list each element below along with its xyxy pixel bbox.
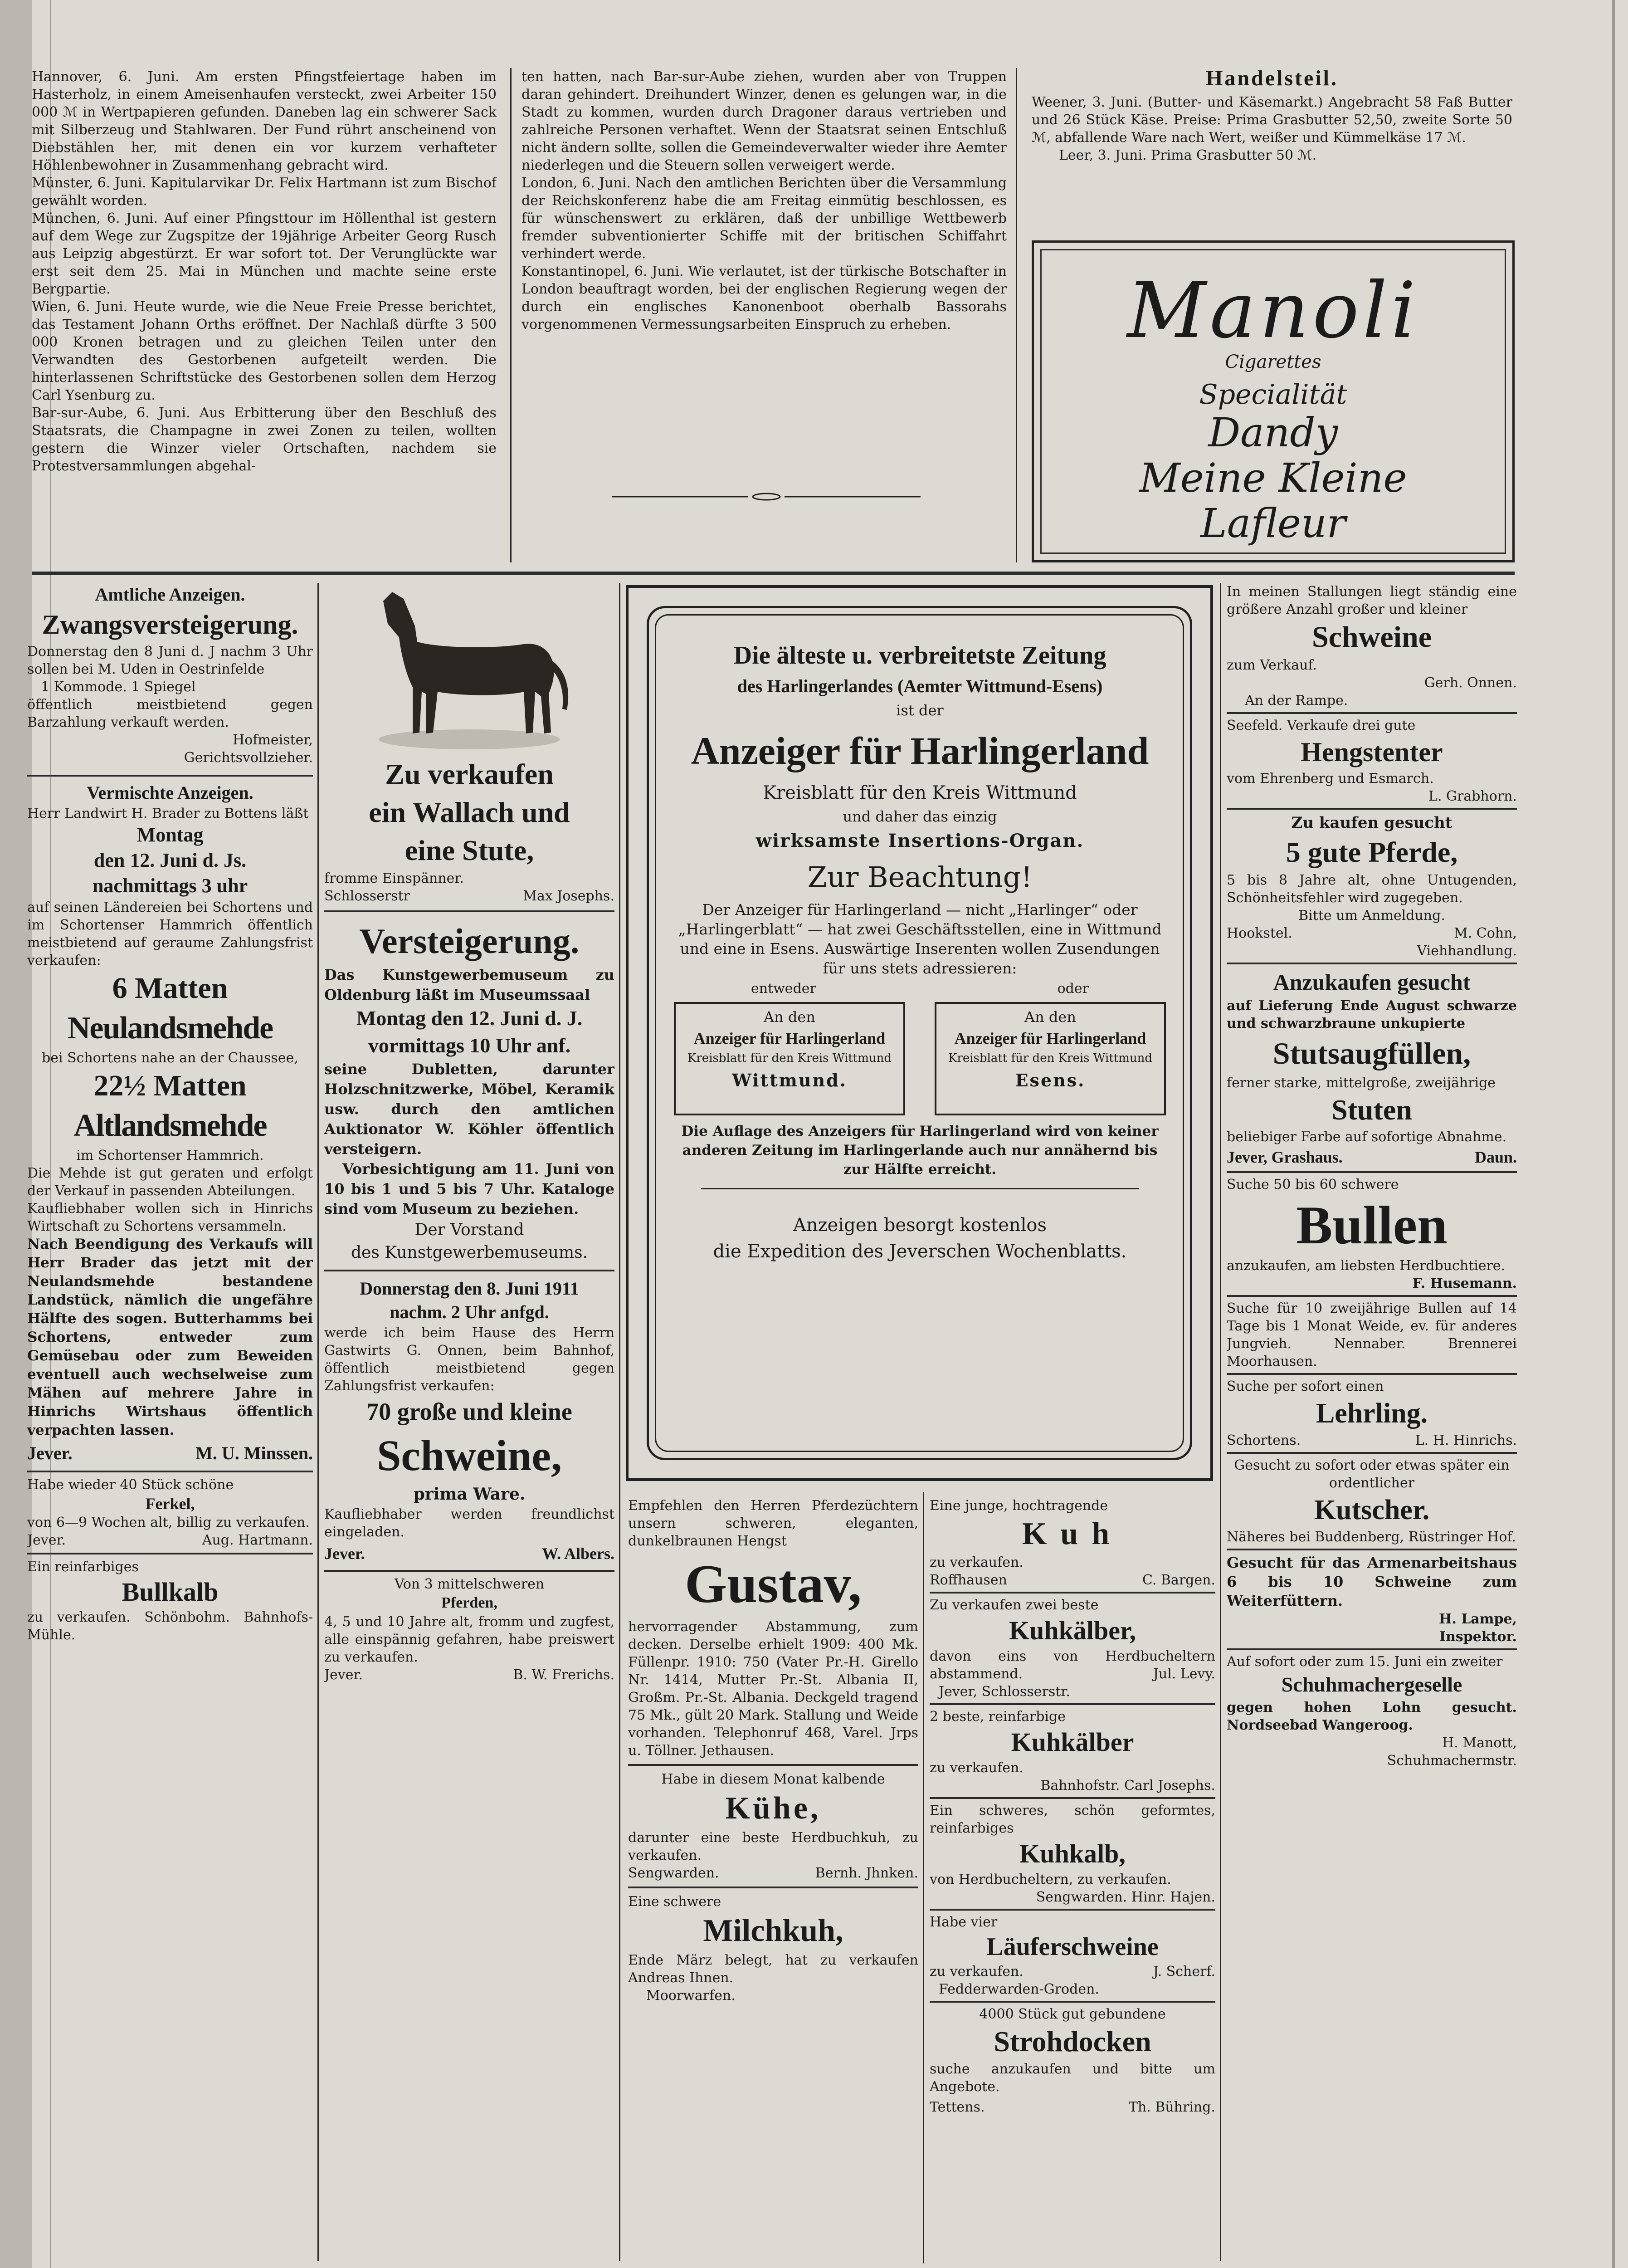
- anzeiger-h2: des Harlingerlandes (Aemter Wittmund-Esens): [737, 676, 1103, 696]
- stuten-signature: [1227, 1146, 1517, 1168]
- pferden-text2: 4, 5 und 10 Jahre alt, fromm und zugfest, alle einspännig gefahren, habe preiswert zu verkaufen.: [324, 1614, 614, 1665]
- schuh-title: Schuhmachergeselle: [1281, 1673, 1462, 1696]
- address-boxes: [674, 1002, 1166, 1115]
- kuehe-title: Kühe,: [725, 1791, 821, 1826]
- bullkalb-text: Ein reinfarbiges: [27, 1559, 139, 1575]
- rule: [628, 1764, 918, 1766]
- matten-2: 22½ Matten: [93, 1069, 247, 1102]
- zur-beachtung: Zur Beachtung!: [807, 860, 1033, 894]
- pferden-text: Von 3 mittelschweren: [394, 1576, 545, 1592]
- wallach-text: fromme Einspänner.: [324, 870, 464, 886]
- stuten-sig-left: Jever, Grashaus.: [1227, 1148, 1343, 1166]
- brader-sig-left: Jever.: [27, 1443, 73, 1463]
- kuhkaelber-text: Zu verkaufen zwei beste: [930, 1597, 1099, 1613]
- wallach-signature: [324, 887, 614, 905]
- rule: [628, 1887, 918, 1888]
- addr-e-l2: Anzeiger für Harlingerland: [954, 1029, 1146, 1047]
- schweine-offer-sig1: Gerh. Onnen.: [1424, 675, 1517, 691]
- kuhkaelber2-text2: zu verkaufen.: [930, 1760, 1024, 1776]
- kuhkaelber-sig-right: Jul. Levy.: [1153, 1666, 1215, 1682]
- ferkel-text2: von 6—9 Wochen alt, billig zu verkaufen.: [27, 1515, 310, 1530]
- versteigerung-sig2: des Kunstgewerbemuseums.: [351, 1243, 588, 1262]
- laeufer-title: Läuferschweine: [986, 1933, 1159, 1961]
- rule: [1227, 1373, 1517, 1375]
- amtliche-text2: öffentlich meistbietend gegen Barzahlung verkauft werden.: [27, 697, 313, 730]
- versteigerung-text2: seine Dubletten, darunter Holzschnitzwerke, Möbel, Keramik usw. durch den amtlichen Auktionator W. Köhler öffentlich versteigern.: [324, 1061, 614, 1158]
- rule: [930, 2001, 1215, 2003]
- brader-day: Montag: [136, 824, 204, 846]
- pferde-sig-right: M. Cohn,: [1454, 925, 1517, 941]
- kuehe-signature: [628, 1864, 918, 1882]
- news-muenster: Münster, 6. Juni. Kapitularvikar Dr. Felix Hartmann ist zum Bischof gewählt worden.: [32, 175, 497, 209]
- bullen-title: Bullen: [1296, 1195, 1448, 1255]
- kutscher-title: Kutscher.: [1314, 1495, 1430, 1525]
- pferde-text2: Bitte um Anmeldung.: [1298, 908, 1445, 924]
- schweine-title3: prima Ware.: [413, 1485, 526, 1504]
- laeufer-text2: zu verkaufen.: [930, 1964, 1024, 1980]
- gustav-text2: hervorragender Abstammung, zum decken. Derselbe erhielt 1909: 400 Mk. Füllenpr. 1910: 750 (Vater Pr.-H. Girello Nr. 1414, Mutter Pr.-St. Albania II, Großm. Pr.-St. Albania. Deckgeld tragend 75 Mk., gült 20 Mark. Stallung und Weide vorhanden. Telephonruf 468, Varel. Jrps u. Töllner. Jethausen.: [628, 1619, 918, 1759]
- brader-text4: Nach Beendigung des Verkaufs will Herr Brader das jetzt mit der Neulandsmehde bestandene Landstück, nämlich die ungefähre Hälfte des sogen. Butterhamms bei Schortens, entweder zum Gemüsebau oder zum Beweiden eventuell auch wechselweise zum Mähen auf mehrere Jahre in Hinrichs Wirtshaus öffentlich verpachten lassen.: [27, 1236, 313, 1438]
- news-hannover: Hannover, 6. Juni. Am ersten Pfingstfeiertage haben im Hasterholz, in einem Ameisenhaufen versteckt, zwei Arbeiter 150 000 ℳ in Wertpapieren gefunden. Daneben lag ein schwerer Sack mit Silberzeug und Stahlwaren. Der Fund rührt anscheinend von Diebstählen her, mit denen ein vor kurzem verhafteter Höhlenbewohner in Zusammenhang gebracht wird.: [32, 69, 497, 173]
- rule: [324, 1570, 614, 1572]
- handel-leer: Leer, 3. Juni. Prima Grasbutter 50 ℳ.: [1059, 147, 1317, 163]
- addr-w-l3: Kreisblatt für den Kreis Wittmund: [687, 1051, 892, 1065]
- ferkel-signature: [27, 1531, 313, 1549]
- wallach-title-1: Zu verkaufen: [385, 758, 554, 790]
- pferden-sig-right: B. W. Frerichs.: [513, 1667, 614, 1683]
- ad-column-1: [27, 583, 313, 2261]
- anzeiger-sub1: Kreisblatt für den Kreis Wittmund: [763, 782, 1077, 803]
- manoli-spec: Specialität: [1199, 379, 1347, 411]
- rule: [324, 1270, 614, 1271]
- brader-text2: Die Mehde ist gut geraten und erfolgt der Verkauf in passenden Abteilungen.: [27, 1165, 313, 1199]
- schweine-sig-right: W. Albers.: [542, 1545, 614, 1563]
- kuhkalb-title: Kuhkalb,: [1019, 1839, 1126, 1868]
- pferde-signature: [1227, 924, 1517, 942]
- stuten-sig-right: Daun.: [1474, 1148, 1517, 1166]
- kuh-text2: zu verkaufen.: [930, 1554, 1024, 1570]
- addr-w-l2: Anzeiger für Harlingerland: [693, 1029, 886, 1047]
- anzeiger-sub2: und daher das einzig: [843, 808, 997, 825]
- kuhkaelber2-title: Kuhkälber: [1011, 1727, 1134, 1757]
- rule: [1227, 1452, 1517, 1454]
- kuh-sig-right: C. Bargen.: [1142, 1572, 1215, 1588]
- stuten-text: beliebiger Farbe auf sofortige Abnahme.: [1227, 1129, 1507, 1145]
- anzeigen-foot2: die Expedition des Jeverschen Wochenblatts.: [713, 1241, 1127, 1262]
- anzeiger-title: Anzeiger für Harlingerland: [691, 729, 1149, 772]
- schuh-sig2: Schuhmachermstr.: [1387, 1753, 1517, 1769]
- gustav-title: Gustav,: [684, 1554, 862, 1614]
- handelsteil: [1032, 64, 1512, 213]
- amtliche-sig1: Hofmeister,: [233, 732, 313, 748]
- address-wittmund: [674, 1002, 905, 1115]
- kuhkalb-text2: von Herdbucheltern, zu verkaufen.: [930, 1872, 1171, 1887]
- matten-1-text: bei Schortens nahe an der Chaussee,: [42, 1050, 298, 1066]
- stuten-title: Stuten: [1331, 1094, 1412, 1126]
- hengst-text2: vom Ehrenberg und Esmarch.: [1227, 771, 1434, 787]
- schweine-sig-left: Jever.: [324, 1545, 365, 1563]
- news-konstantinopel: Konstantinopel, 6. Juni. Wie verlautet, ist der türkische Botschafter in London beauftragt worden, bei der englischen Regierung wegen der durch ein englisches Kanonenboot oberhalb Bassorahs vorgenommenen Vermessungsarbeiten Einspruch zu erheben.: [522, 264, 1007, 332]
- pferden-title: Pferden,: [441, 1594, 497, 1611]
- address-options: [674, 980, 1166, 997]
- lehrling-signature: [1227, 1432, 1517, 1449]
- armen-sig1: H. Lampe,: [1438, 1611, 1517, 1627]
- entweder-label: entweder: [751, 981, 816, 997]
- anzeiger-sub3: wirksamste Insertions-Organ.: [756, 830, 1084, 851]
- news-bar-sur-aube-cont: ten hatten, nach Bar-sur-Aube ziehen, wurden aber von Truppen daran gehindert. Dreihundert Winzer, denen es gelungen war, in die Stadt zu kommen, wurden durch Dragoner daraus vertrieben und zahlreiche Personen verhaftet. Wenn der Staatsrat seinen Entschluß nicht ändern sollte, sollen die Gemeindeverwalter wieder ihre Aemter niederlegen und die Steuern sollen verweigert werde.: [522, 69, 1007, 173]
- kuh-title: Kuh: [1022, 1516, 1123, 1551]
- stutsaug-text: ferner starke, mittelgroße, zweijährige: [1227, 1075, 1496, 1091]
- beachtung-text: Der Anzeiger für Harlingerland — nicht „Harlinger“ oder „Harlingerblatt“ — hat zwei Geschäftsstellen, eine in Wittmund und eine in Esens. Auswärtige Inserenten wollen Zusendungen für uns stets adressieren:: [678, 901, 1162, 977]
- ad-column-4: [1227, 583, 1517, 2261]
- schuh-text: Auf sofort oder zum 15. Juni ein zweiter: [1227, 1654, 1503, 1670]
- kuhkaelber2-sig: Bahnhofstr. Carl Josephs.: [1040, 1778, 1215, 1794]
- anzeigen-foot1: Anzeigen besorgt kostenlos: [793, 1215, 1047, 1236]
- rule: [27, 1471, 313, 1472]
- wallach-sig-right: Max Josephs.: [523, 888, 614, 904]
- neulandsmehde: Neulandsmehde: [67, 1011, 273, 1046]
- kuehe-text: Habe in diesem Monat kalbende: [661, 1771, 885, 1787]
- column-divider: [317, 583, 319, 2261]
- lehrling-title: Lehrling.: [1316, 1398, 1428, 1429]
- rule: [1227, 963, 1517, 964]
- bullkalb-text2: zu verkaufen. Schönbohm. Bahnhofs-Mühle.: [27, 1609, 313, 1643]
- stroh-sig-right: Th. Bühring.: [1128, 2099, 1215, 2115]
- gustav-text: Empfehlen den Herren Pferdezüchtern unsern schweren, eleganten, dunkelbraunen Hengst: [628, 1498, 918, 1549]
- matten-2-text: im Schortenser Hammrich.: [76, 1148, 264, 1163]
- handel-weener: Weener, 3. Juni. (Butter- und Käsemarkt.) Angebracht 58 Faß Butter und 26 Stück Käse. Preise: Prima Grasbutter 52,50, zweite Sorte 50 ℳ, abfallende Ware nach Wert, weißer und Kümmelkäse 17 ℳ.: [1032, 94, 1512, 146]
- brader-intro: Herr Landwirt H. Brader zu Bottens läßt: [27, 806, 309, 821]
- wallach-sig-left: Schlosserstr: [324, 888, 410, 904]
- address-esens: [935, 1002, 1166, 1115]
- anzeiger-h3: ist der: [896, 702, 944, 719]
- schweine-offer-text2: zum Verkauf.: [1227, 657, 1317, 673]
- stroh-title: Strohdocken: [994, 2025, 1151, 2058]
- rule: [930, 1592, 1215, 1593]
- rule: [930, 1797, 1215, 1799]
- rule: [324, 910, 614, 912]
- news-bar-sur-aube: Bar-sur-Aube, 6. Juni. Aus Erbitterung über den Beschluß des Staatsrats, die Champagne in zwei Zonen zu teilen, wollten gestern die Winzer vieler Ortschaften, nachdem sie Protestversammlungen abgehal-: [32, 405, 497, 474]
- ad-column-3a: [628, 1497, 918, 2263]
- versteigerung-text: Das Kunstgewerbemuseum zu Oldenburg läßt im Museumssaal: [324, 966, 614, 1003]
- anzukaufen-text: auf Lieferung Ende August schwarze und schwarzbraune unkupierte: [1227, 998, 1517, 1031]
- schweine-offer-sig2: An der Rampe.: [1245, 693, 1348, 709]
- rule: [27, 775, 313, 777]
- manoli-lafleur: Lafleur: [1200, 500, 1346, 547]
- rule: [930, 1703, 1215, 1705]
- pferden-sig-left: Jever.: [324, 1667, 363, 1683]
- armen-text: Gesucht für das Armenarbeitshaus 6 bis 10 Schweine zum Weiterfüttern.: [1227, 1554, 1517, 1609]
- kuh-sig-left: Roffhausen: [930, 1572, 1007, 1588]
- pferde-sig-left: Hookstel.: [1227, 925, 1292, 941]
- rule: [1227, 1549, 1517, 1550]
- ferkel-text: Habe wieder 40 Stück schöne: [27, 1477, 234, 1493]
- laeufer-sig-left: Fedderwarden-Groden.: [939, 1981, 1099, 1997]
- handelsteil-title: Handelsteil.: [1205, 66, 1338, 90]
- schweine-text: werde ich beim Hause des Herrn Gastwirts G. Onnen, beim Bahnhof, öffentlich meistbietend gegen Zahlungsfrist verkaufen:: [324, 1325, 614, 1394]
- manoli-ad: [1032, 240, 1515, 562]
- laeufer-sig-right: J. Scherf.: [1153, 1964, 1215, 1980]
- ferkel-sig-left: Jever.: [27, 1532, 66, 1548]
- end-ornament: [612, 492, 921, 501]
- pferde-title: 5 gute Pferde,: [1286, 836, 1458, 868]
- kuhkaelber-title: Kuhkälber,: [1009, 1616, 1136, 1645]
- kuhkaelber-text2: davon eins von Herdbucheltern abstammend.: [930, 1648, 1215, 1682]
- news-column-2: [522, 68, 1007, 499]
- schuh-text2: gegen hohen Lohn gesucht. Nordseebad Wangeroog.: [1227, 1700, 1517, 1733]
- column-divider: [1220, 583, 1221, 2261]
- news-wien: Wien, 6. Juni. Heute wurde, wie die Neue Freie Presse berichtet, das Testament Johann Orths eröffnet. Der Nachlaß dürfte 3 500 000 Kronen betragen und zu gleichen Teilen unter den Verwandten des Gestorbenen aufgeteilt werden. Die hinterlassenen Schriftstücke des Gestorbenen sollen dem Herzog Carl Ysenburg zu.: [32, 299, 497, 403]
- manoli-sub: Cigarettes: [1225, 352, 1321, 372]
- schweine-date2: nachm. 2 Uhr anfgd.: [390, 1302, 549, 1322]
- brader-sig-right: M. U. Minssen.: [195, 1443, 313, 1463]
- stroh-sig-left: Tettens.: [930, 2099, 985, 2115]
- pferden-signature: [324, 1666, 614, 1684]
- kuhkalb-text: Ein schweres, schön geformtes, reinfarbiges: [930, 1803, 1215, 1836]
- kuehe-sig-right: Bernh. Jhnken.: [815, 1865, 918, 1881]
- brader-text3: Kaufliebhaber wollen sich in Hinrichs Wirtschaft zu Schortens versammeln.: [27, 1201, 313, 1234]
- kutscher-text: Gesucht zu sofort oder etwas später ein ordentlicher: [1234, 1457, 1510, 1491]
- news-muenchen: München, 6. Juni. Auf einer Pfingsttour im Höllenthal ist gestern auf dem Wege zur Zugspitze der 19jährige Arbeiter Georg Rusch aus Leipzig abgestürzt. Er war sofort tot. Der Verunglückte war erst seit dem 25. Mai in München und machte seine erste Bergpartie.: [32, 210, 497, 297]
- milchkuh-text2: Ende März belegt, hat zu verkaufen Andreas Ihnen.: [628, 1952, 918, 1986]
- schweine-text2: Kaufliebhaber werden freundlichst eingeladen.: [324, 1506, 614, 1540]
- milchkuh-title: Milchkuh,: [703, 1913, 843, 1948]
- manoli-brand: Manoli: [1127, 266, 1419, 356]
- news-column-1: [32, 68, 497, 562]
- stroh-text: 4000 Stück gut gebundene: [979, 2006, 1166, 2022]
- amtliche-title: Zwangsversteigerung.: [42, 610, 298, 640]
- kuh-text: Eine junge, hochtragende: [930, 1498, 1108, 1514]
- schuh-sig1: H. Manott,: [1442, 1735, 1517, 1751]
- weide-text: Suche für 10 zweijährige Bullen auf 14 Tage bis 1 Monat Weide, ev. für anderes Jungvieh. Nennaber. Brennerei Moorhausen.: [1227, 1300, 1517, 1369]
- anzeiger-ad: [626, 585, 1213, 1481]
- vermischte-heading: Vermischte Anzeigen.: [87, 782, 253, 803]
- addr-w-l1: An den: [764, 1008, 815, 1026]
- ferkel-title: Ferkel,: [145, 1495, 195, 1513]
- kuhkaelber-sig-left: Jever, Schlosserstr.: [939, 1684, 1070, 1700]
- ferkel-sig-right: Aug. Hartmann.: [202, 1532, 313, 1548]
- schweine-offer-title: Schweine: [1312, 621, 1432, 654]
- hengst-sig: L. Grabhorn.: [1428, 788, 1517, 804]
- lehrling-sig-right: L. H. Hinrichs.: [1415, 1432, 1517, 1448]
- auflage-text: Die Auflage des Anzeigers für Harlingerland wird von keiner anderen Zeitung im Harlingerlande auch nur annähernd bis zur Hälfte erreicht.: [681, 1123, 1159, 1178]
- brader-time: nachmittags 3 uhr: [92, 875, 248, 897]
- addr-e-l1: An den: [1024, 1008, 1076, 1026]
- altlandsmehde: Altlandsmehde: [73, 1108, 267, 1143]
- versteigerung-date1: Montag den 12. Juni d. J.: [356, 1007, 583, 1030]
- pferde-text: 5 bis 8 Jahre alt, ohne Untugenden, Schönheitsfehler wird zugegeben.: [1227, 872, 1517, 906]
- amtliche-text: Donnerstag den 8 Juni d. J nachm 3 Uhr sollen bei M. Uden in Oestrinfelde: [27, 644, 313, 677]
- stroh-text2: suche anzukaufen und bitte um Angebote.: [930, 2061, 1215, 2095]
- rule: [1227, 1171, 1517, 1173]
- oder-label: oder: [1057, 981, 1089, 997]
- hengst-text: Seefeld. Verkaufe drei gute: [1227, 718, 1416, 733]
- wallach-title-3: eine Stute,: [405, 834, 534, 866]
- versteigerung-sig1: Der Vorstand: [414, 1221, 524, 1239]
- armen-sig2: Inspektor.: [1439, 1629, 1517, 1645]
- kuhkaelber2-text: 2 beste, reinfarbige: [930, 1709, 1066, 1725]
- manoli-dandy: Dandy: [1208, 409, 1338, 456]
- rule: [1227, 1295, 1517, 1297]
- rule: [1227, 1648, 1517, 1650]
- horse-image: [324, 583, 614, 755]
- brader-signature: [27, 1440, 313, 1467]
- rule: [1227, 808, 1517, 810]
- column-divider: [510, 68, 512, 562]
- matten-1: 6 Matten: [112, 972, 228, 1005]
- schweine-date1: Donnerstag den 8. Juni 1911: [360, 1278, 579, 1299]
- amtliche-items: 1 Kommode. 1 Spiegel: [41, 679, 196, 695]
- anzukaufen-head: Anzukaufen gesucht: [1273, 969, 1471, 995]
- versteigerung-date2: vormittags 10 Uhr anf.: [368, 1034, 571, 1057]
- rule: [27, 1553, 313, 1554]
- amtliche-heading: Amtliche Anzeigen.: [95, 584, 245, 605]
- schweine-offer-text: In meinen Stallungen liegt ständig eine größere Anzahl großer und kleiner: [1227, 584, 1517, 617]
- milchkuh-text: Eine schwere: [628, 1894, 721, 1910]
- kutscher-text2: Näheres bei Buddenberg, Rüstringer Hof.: [1227, 1529, 1516, 1545]
- kuehe-sig-left: Sengwarden.: [628, 1865, 719, 1881]
- addr-w-l4: Wittmund.: [732, 1070, 847, 1090]
- addr-e-l3: Kreisblatt für den Kreis Wittmund: [948, 1051, 1153, 1065]
- bullen-text: Suche 50 bis 60 schwere: [1227, 1177, 1399, 1193]
- pferde-head: Zu kaufen gesucht: [1291, 814, 1453, 832]
- wallach-title-2: ein Wallach und: [369, 796, 570, 828]
- bullen-sig: F. Husemann.: [1412, 1276, 1517, 1291]
- rule: [701, 1188, 1139, 1189]
- versteigerung-title: Versteigerung.: [359, 921, 580, 961]
- lehrling-text: Suche per sofort einen: [1227, 1378, 1384, 1394]
- stutsaug-title: Stutsaugfüllen,: [1272, 1036, 1471, 1070]
- right-edge: [1612, 0, 1615, 2268]
- ad-column-2: [324, 583, 614, 2261]
- pferde-sig2: Viehhandlung.: [1417, 943, 1517, 959]
- brader-date: den 12. Juni d. Js.: [93, 849, 247, 871]
- column-divider: [619, 583, 620, 2261]
- laeufer-text: Habe vier: [930, 1914, 998, 1930]
- rule: [1227, 712, 1517, 714]
- news-london: London, 6. Juni. Nach den amtlichen Berichten über die Versammlung der Reichskonferenz habe die am Freitag einmütig beschlossen, es für wünschenswert zu erklären, daß der unbillige Wettbewerb fremder subventionierter Schiffe mit der britischen Schiffahrt verhindert werde.: [522, 175, 1007, 262]
- amtliche-sig2: Gerichtsvollzieher.: [184, 750, 313, 766]
- brader-text: auf seinen Ländereien bei Schortens und im Schortenser Hammrich öffentlich meistbietend auf geraume Zahlungsfrist verkaufen:: [27, 899, 313, 968]
- rule: [930, 1909, 1215, 1911]
- schweine-title2: Schweine,: [377, 1431, 562, 1480]
- ad-column-3b: [930, 1497, 1215, 2263]
- bullkalb-title: Bullkalb: [122, 1577, 219, 1607]
- manoli-meine-kleine: Meine Kleine: [1139, 455, 1407, 501]
- bullen-text2: anzukaufen, am liebsten Herdbuchtiere.: [1227, 1258, 1506, 1274]
- addr-e-l4: Esens.: [1015, 1070, 1086, 1090]
- kuhkalb-sig: Sengwarden. Hinr. Hajen.: [1036, 1889, 1215, 1905]
- milchkuh-sig: Moorwarfen.: [646, 1988, 736, 2004]
- kuh-signature: [930, 1571, 1215, 1589]
- stroh-signature: [930, 2098, 1215, 2116]
- kuehe-text2: darunter eine beste Herdbuchkuh, zu verkaufen.: [628, 1830, 918, 1863]
- schweine-title1: 70 große und kleine: [366, 1398, 572, 1425]
- versteigerung-text3: Vorbesichtigung am 11. Juni von 10 bis 1 und 5 bis 7 Uhr. Kataloge sind vom Museum zu beziehen.: [324, 1160, 614, 1217]
- anzeiger-h1: Die älteste u. verbreitetste Zeitung: [733, 641, 1106, 670]
- horizontal-rule-top: [32, 572, 1515, 575]
- schweine-signature: [324, 1541, 614, 1566]
- column-divider: [1016, 68, 1017, 562]
- hengst-title: Hengstenter: [1301, 737, 1443, 767]
- lehrling-sig-left: Schortens.: [1227, 1432, 1301, 1448]
- column-divider: [923, 1492, 924, 2263]
